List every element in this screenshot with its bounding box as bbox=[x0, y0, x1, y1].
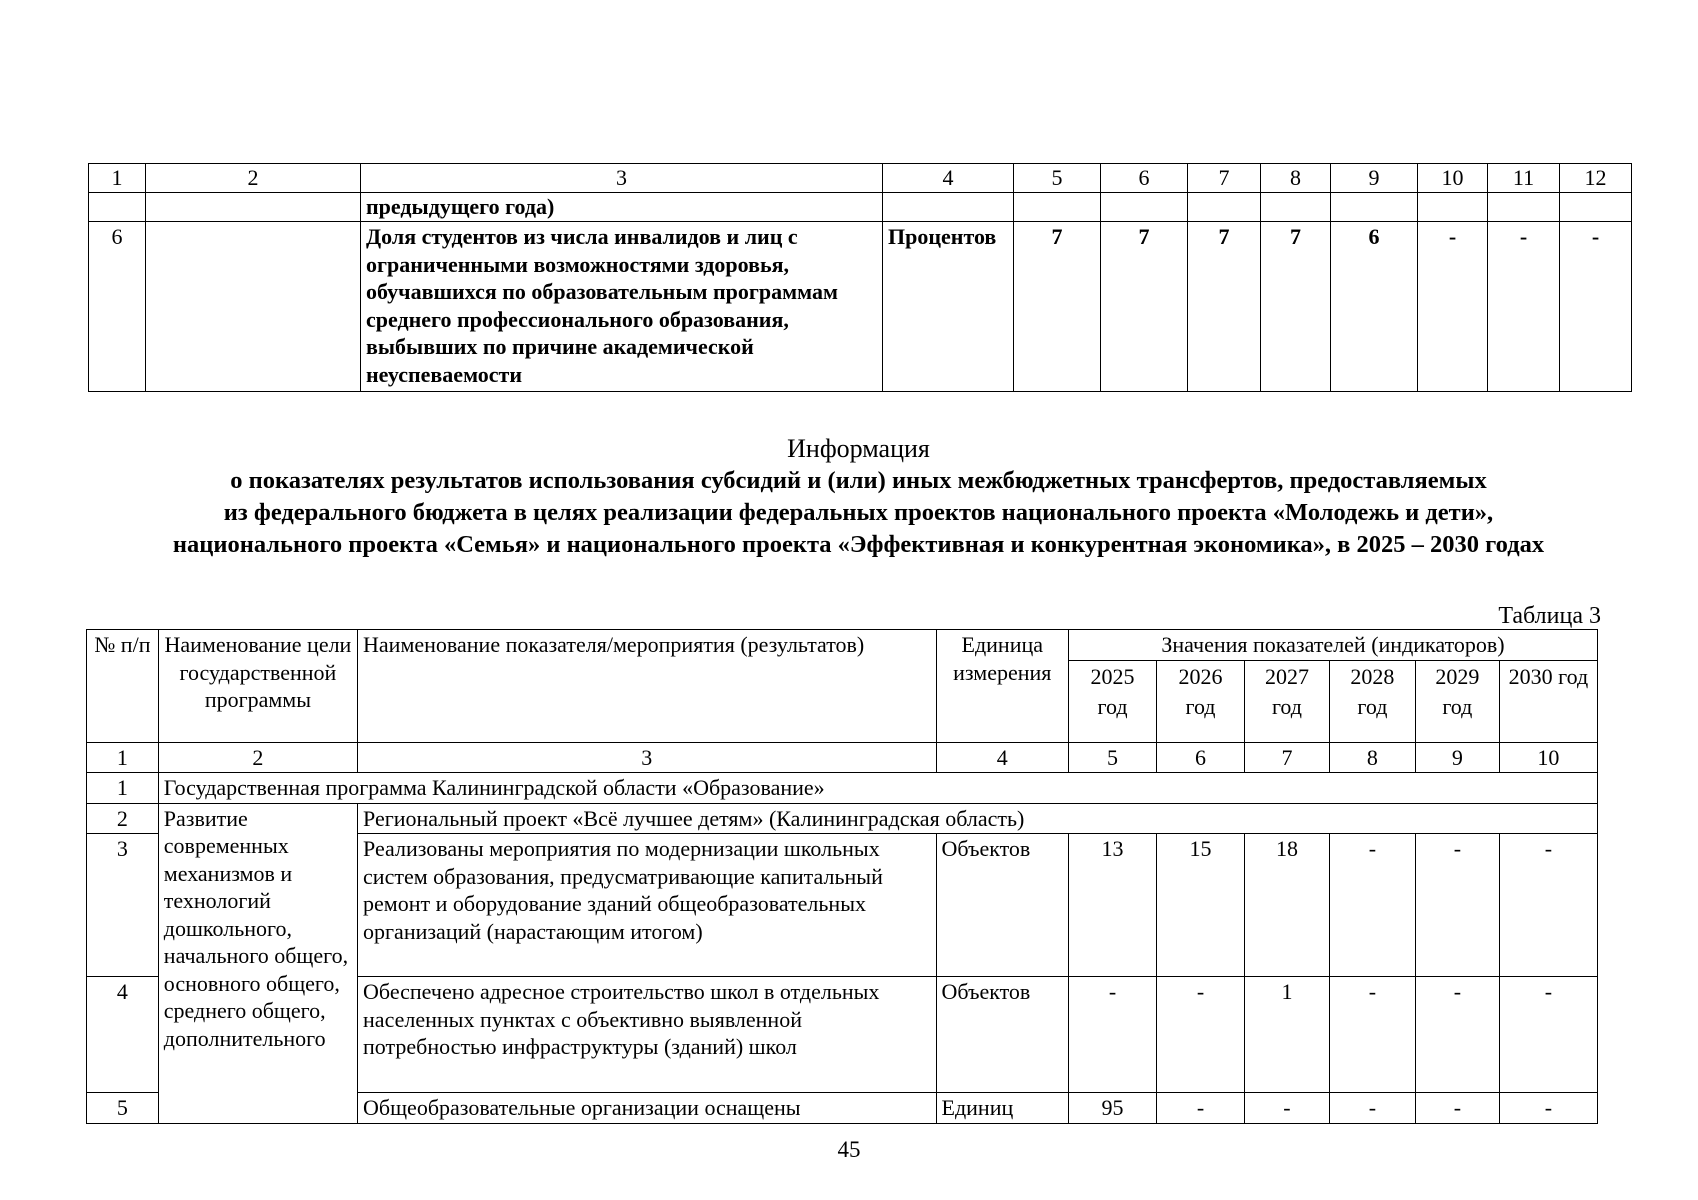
row-number: 1 bbox=[87, 773, 159, 804]
column-number-row bbox=[87, 742, 1598, 773]
col-number: 8 bbox=[1329, 742, 1415, 773]
value-cell: - bbox=[1329, 834, 1415, 977]
unit-cell: Объектов bbox=[936, 977, 1068, 1093]
value-cell: - bbox=[1560, 222, 1632, 392]
header-year: 2025 год bbox=[1069, 660, 1157, 742]
value-cell: - bbox=[1499, 1093, 1597, 1124]
value-cell: - bbox=[1329, 1093, 1415, 1124]
value-cell: - bbox=[1157, 977, 1245, 1093]
header-year: 2026 год bbox=[1157, 660, 1245, 742]
row-number: 3 bbox=[87, 834, 159, 977]
row-number: 6 bbox=[89, 222, 146, 392]
header-goal: Наименование цели государственной программы bbox=[158, 630, 357, 743]
value-cell: - bbox=[1329, 977, 1415, 1093]
col-number: 12 bbox=[1560, 164, 1632, 193]
col-number: 7 bbox=[1188, 164, 1261, 193]
header-indicator: Наименование показателя/мероприятия (результатов) bbox=[358, 630, 937, 743]
col-number: 5 bbox=[1014, 164, 1101, 193]
column-number-row bbox=[89, 164, 1632, 193]
value-cell: - bbox=[1415, 834, 1499, 977]
col-number: 2 bbox=[158, 742, 357, 773]
header-year: 2029 год bbox=[1415, 660, 1499, 742]
indicator-text: Общеобразовательные организации оснащены bbox=[358, 1093, 937, 1124]
header-num: № п/п bbox=[87, 630, 159, 743]
program-row bbox=[87, 773, 1598, 804]
col-number: 5 bbox=[1069, 742, 1157, 773]
value-cell: - bbox=[1499, 834, 1597, 977]
col-number: 3 bbox=[358, 742, 937, 773]
indicator-text: Доля студентов из числа инвалидов и лиц с ограниченными возможностями здоровья, обучавшихся по образовательным программам среднего профессионального образования, выбывших по причине академической неуспеваемости bbox=[361, 222, 883, 392]
value-cell: 15 bbox=[1157, 834, 1245, 977]
indicator-text: Обеспечено адресное строительство школ в отдельных населенных пунктах с объективно выявленной потребностью инфраструктуры (зданий) школ bbox=[358, 977, 937, 1093]
col-number: 1 bbox=[87, 742, 159, 773]
value-cell: - bbox=[1157, 1093, 1245, 1124]
title-line: национального проекта «Семья» и национального проекта «Эффективная и конкурентная экономика», в 2025 – 2030 годах bbox=[172, 531, 1545, 558]
row-number: 2 bbox=[87, 803, 159, 834]
continuation-text: предыдущего года) bbox=[361, 193, 883, 222]
col-number: 10 bbox=[1418, 164, 1488, 193]
value-cell: - bbox=[1415, 977, 1499, 1093]
section-title bbox=[88, 433, 1629, 561]
indicators-table bbox=[86, 629, 1598, 1124]
value-cell: - bbox=[1415, 1093, 1499, 1124]
value-cell: 13 bbox=[1069, 834, 1157, 977]
goal-name: Развитие современных механизмов и технологий дошкольного, начального общего, основного общего, среднего общего, дополнительного bbox=[158, 803, 357, 1123]
col-number: 2 bbox=[146, 164, 361, 193]
unit-cell: Единиц bbox=[936, 1093, 1068, 1124]
header-row bbox=[87, 630, 1598, 661]
col-number: 11 bbox=[1488, 164, 1560, 193]
header-unit: Единица измерения bbox=[936, 630, 1068, 743]
col-number: 4 bbox=[936, 742, 1068, 773]
program-name: Государственная программа Калининградской области «Образование» bbox=[158, 773, 1597, 804]
title-heading: Информация bbox=[787, 434, 930, 463]
indicator-text: Реализованы мероприятия по модернизации школьных систем образования, предусматривающие капитальный ремонт и оборудование зданий общеобразовательных организаций (нарастающим итогом) bbox=[358, 834, 937, 977]
header-year: 2027 год bbox=[1244, 660, 1329, 742]
table-label: Таблица 3 bbox=[1498, 603, 1601, 629]
header-year: 2028 год bbox=[1329, 660, 1415, 742]
value-cell: 6 bbox=[1331, 222, 1418, 392]
title-line: из федерального бюджета в целях реализации федеральных проектов национального проекта «Молодежь и дети», bbox=[223, 499, 1494, 526]
col-number: 8 bbox=[1261, 164, 1331, 193]
value-cell: 7 bbox=[1101, 222, 1188, 392]
col-number: 7 bbox=[1244, 742, 1329, 773]
header-values-group: Значения показателей (индикаторов) bbox=[1069, 630, 1598, 661]
value-cell: 95 bbox=[1069, 1093, 1157, 1124]
value-cell: - bbox=[1488, 222, 1560, 392]
value-cell: 1 bbox=[1244, 977, 1329, 1093]
unit-cell: Объектов bbox=[936, 834, 1068, 977]
page-number: 45 bbox=[837, 1137, 861, 1162]
value-cell: - bbox=[1069, 977, 1157, 1093]
value-cell: 18 bbox=[1244, 834, 1329, 977]
col-number: 9 bbox=[1415, 742, 1499, 773]
title-line: о показателях результатов использования субсидий и (или) иных межбюджетных трансфертов, предоставляемых bbox=[230, 467, 1487, 494]
table-row bbox=[89, 222, 1632, 392]
col-number: 9 bbox=[1331, 164, 1418, 193]
col-number: 1 bbox=[89, 164, 146, 193]
row-number: 5 bbox=[87, 1093, 159, 1124]
col-number: 6 bbox=[1101, 164, 1188, 193]
value-cell: 7 bbox=[1014, 222, 1101, 392]
value-cell: 7 bbox=[1188, 222, 1261, 392]
col-number: 6 bbox=[1157, 742, 1245, 773]
value-cell: - bbox=[1244, 1093, 1329, 1124]
value-cell: - bbox=[1499, 977, 1597, 1093]
row-number: 4 bbox=[87, 977, 159, 1093]
project-row bbox=[87, 803, 1598, 834]
header-year: 2030 год bbox=[1499, 660, 1597, 742]
value-cell: 7 bbox=[1261, 222, 1331, 392]
value-cell: - bbox=[1418, 222, 1488, 392]
continuation-row bbox=[89, 193, 1632, 222]
previous-table bbox=[88, 163, 1632, 392]
col-number: 3 bbox=[361, 164, 883, 193]
col-number: 10 bbox=[1499, 742, 1597, 773]
col-number: 4 bbox=[883, 164, 1014, 193]
unit-cell: Процентов bbox=[883, 222, 1014, 392]
project-name: Региональный проект «Всё лучшее детям» (Калининградская область) bbox=[358, 803, 1598, 834]
